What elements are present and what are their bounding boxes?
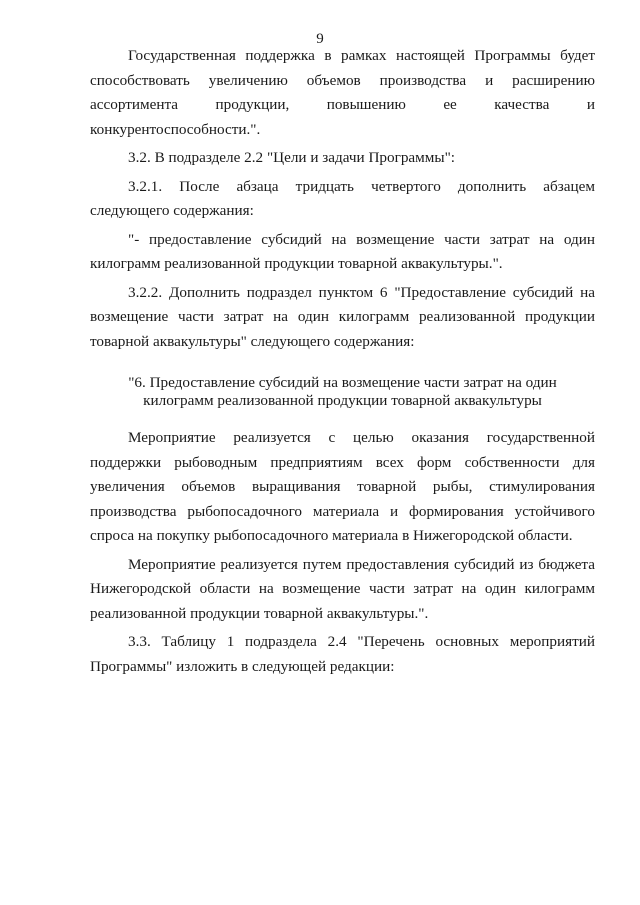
paragraph-3-2: 3.2. В подразделе 2.2 "Цели и задачи Программы": [128,149,456,166]
paragraph-measure-method: Мероприятие реализуется путем предоставления субсидий из бюджета Нижегородской области на возмещение части затрат на один килограмм реализованной продукции товарной аквакультуры.". [90,555,595,622]
document-body [90,44,595,683]
section-heading: "6. Предоставление субсидий на возмещение части затрат на один килограмм реализованной продукции товарной аквакультуры [128,374,557,409]
page-number: 9 [316,31,324,47]
paragraph-3-2-2: 3.2.2. Дополнить подраздел пунктом 6 "Предоставление субсидий на возмещение части затрат на один килограмм реализованной продукции товарной аквакультуры" следующего содержания: [90,283,595,350]
paragraph-quoted-item: "- предоставление субсидий на возмещение части затрат на один килограмм реализованной продукции товарной аквакультуры.". [90,230,595,272]
paragraph-state-support: Государственная поддержка в рамках настоящей Программы будет способствовать увеличению объемов производства и расширению ассортимента продукции, повышению ее качества и конкурентоспособности.". [90,47,595,138]
paragraph-3-2-1: 3.2.1. После абзаца тридцать четвертого дополнить абзацем следующего содержания: [90,177,595,219]
paragraph-3-3: 3.3. Таблицу 1 подраздела 2.4 "Перечень основных мероприятий Программы" изложить в следующей редакции: [90,633,595,675]
paragraph-measure-purpose: Мероприятие реализуется с целью оказания государственной поддержки рыбоводным предприятиям всех форм собственности для увеличения объемов выращивания товарной рыбы, стимулирования производства рыбопосадочного материала и формирования устойчивого спроса на покупку рыбопосадочного материала в Нижегородской области. [90,429,595,544]
